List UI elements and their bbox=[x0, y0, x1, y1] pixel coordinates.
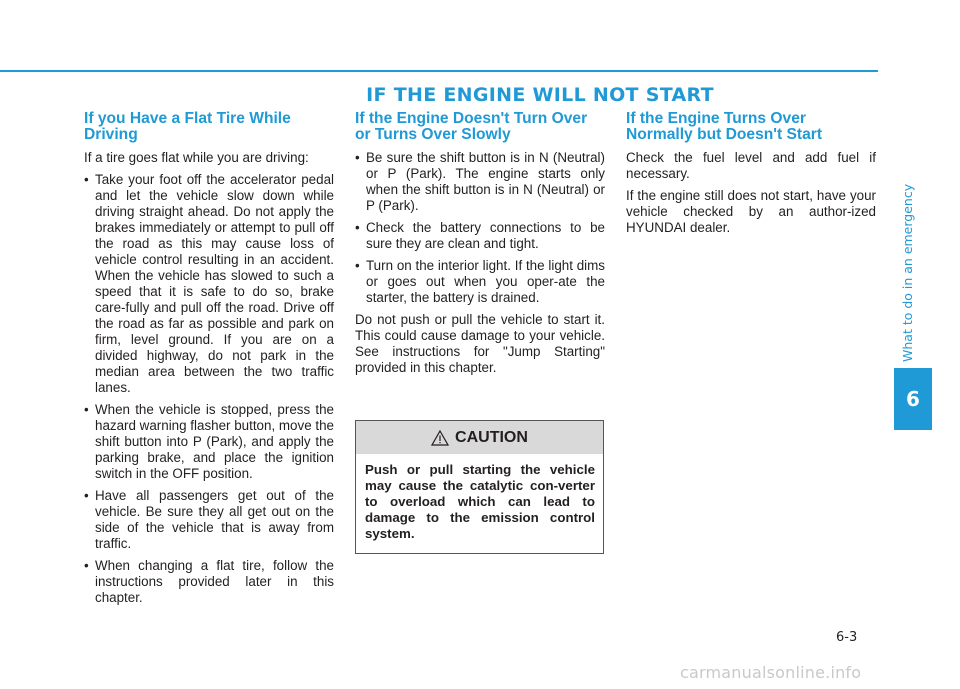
flat-tire-list bbox=[84, 172, 334, 606]
engine-no-start-p2: If the engine still does not start, have your vehicle checked by an author-ized HYUNDAI dealer. bbox=[626, 188, 876, 235]
list-item: • When changing a flat tire, follow the instructions provided later in this chapter. bbox=[84, 558, 334, 606]
caution-label: CAUTION bbox=[455, 428, 528, 446]
footer-watermark: carmanualsonline.info bbox=[680, 663, 862, 682]
warning-triangle-icon bbox=[431, 430, 449, 446]
list-item: • When the vehicle is stopped, press the hazard warning flasher button, move the shift button into P (Park), and apply the parking brake, and place the ignition switch in the OFF position. bbox=[84, 402, 334, 482]
flat-tire-intro: If a tire goes flat while you are driving: bbox=[84, 150, 309, 165]
list-item: • Take your foot off the accelerator pedal and let the vehicle slow down while driving straight ahead. Do not apply the brakes immediately or attempt to pull off the road as this may cause loss of vehicle control resulting in an accident. When the vehicle has slowed to such a speed that it is safe to do so, brake care-fully and pull off the road. Drive off the road as far as possible and park on firm, level ground. If you are on a divided highway, do not park in the median area between the two traffic lanes. bbox=[84, 172, 334, 396]
flat-tire-section bbox=[84, 111, 334, 612]
engine-no-start-p1: Check the fuel level and add fuel if necessary. bbox=[626, 150, 876, 181]
caution-box bbox=[355, 420, 604, 554]
page-title: IF THE ENGINE WILL NOT START bbox=[366, 84, 714, 106]
caution-header bbox=[356, 421, 603, 454]
page-number: 6-3 bbox=[836, 630, 858, 645]
engine-no-start-heading: If the Engine Turns Over Normally but Doesn't Start bbox=[626, 110, 823, 143]
engine-slow-list bbox=[355, 150, 605, 306]
engine-no-start-section bbox=[626, 111, 876, 242]
list-item: • Be sure the shift button is in N (Neutral) or P (Park). The engine starts only when the shift button is in N (Neutral) or P (Park). bbox=[355, 150, 605, 214]
engine-slow-section bbox=[355, 111, 605, 382]
engine-slow-paragraph: Do not push or pull the vehicle to start it. This could cause damage to your vehicle. See instructions for "Jump Starting" provided in this chapter. bbox=[355, 312, 605, 375]
list-item: • Turn on the interior light. If the light dims or goes out when you oper-ate the starter, the battery is drained. bbox=[355, 258, 605, 306]
list-item: • Check the battery connections to be sure they are clean and tight. bbox=[355, 220, 605, 252]
flat-tire-heading: If you Have a Flat Tire While Driving bbox=[84, 110, 291, 143]
top-rule bbox=[0, 70, 878, 72]
engine-slow-heading: If the Engine Doesn't Turn Over or Turns Over Slowly bbox=[355, 110, 588, 143]
list-item: • Have all passengers get out of the vehicle. Be sure they all get out on the side of the vehicle that is away from traffic. bbox=[84, 488, 334, 552]
chapter-badge: 6 bbox=[894, 368, 932, 430]
side-tab-label: What to do in an emergency bbox=[900, 183, 915, 362]
caution-text: Push or pull starting the vehicle may cause the catalytic con-verter to overload which can lead to damage to the emission control system. bbox=[365, 462, 595, 541]
